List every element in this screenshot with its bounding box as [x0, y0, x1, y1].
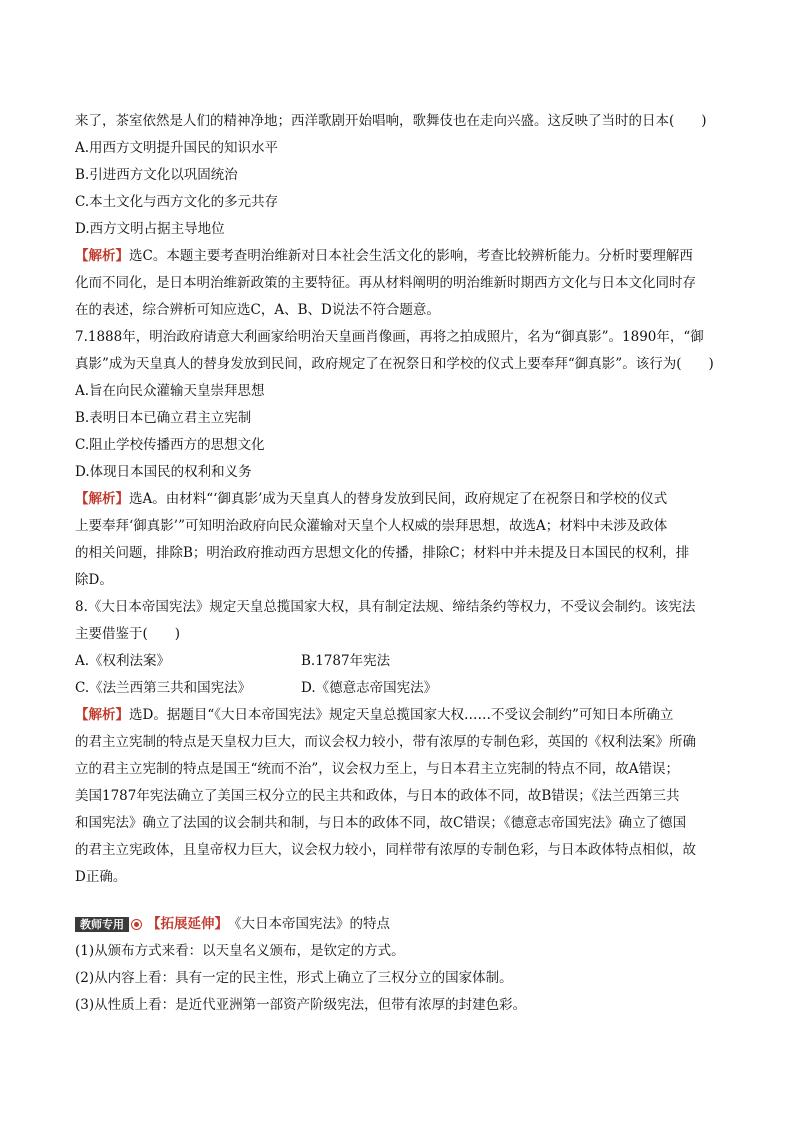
q8-stem: 8.《大日本帝国宪法》规定天皇总揽国家大权，具有制定法规、缔结条约等权力，不受议会制约。该宪法 [75, 599, 696, 615]
analysis-tag: 【解析】 [75, 707, 129, 723]
q8-options-row [75, 675, 725, 702]
q6-option-b: B.引进西方文化以巩固统治 [75, 167, 238, 183]
extension-point: (2)从内容上看：具有一定的民主性，形式上确立了三权分立的国家体制。 [75, 970, 513, 986]
document-page [75, 108, 725, 1019]
q7-analysis-line: 上要奉拜‘御真影’”可知明治政府向民众灌输对天皇个人权威的崇拜思想，故选A；材料中未涉及政体 [75, 518, 668, 534]
extension-point: (3)从性质上看：是近代亚洲第一部资产阶级宪法，但带有浓厚的封建色彩。 [75, 997, 527, 1013]
q6-analysis-line: 在的表述，综合辨析可知应选C，A、B、D说法不符合题意。 [75, 302, 440, 318]
q6-option-c: C.本土文化与西方文化的多元共存 [75, 194, 279, 210]
q7-analysis-line: 【解析】选A。由材料“‘御真影’成为天皇真人的替身发放到民间，政府规定了在祝祭日和学校的仪式 [75, 491, 668, 507]
q8-option-d: D.《德意志帝国宪法》 [301, 680, 438, 696]
extension-point: (1)从颁布方式来看：以天皇名义颁布，是钦定的方式。 [75, 943, 405, 959]
q8-analysis-line: 的君主立宪制的特点是天皇权力巨大，而议会权力较小，带有浓厚的专制色彩，英国的《权利法案》所确 [75, 734, 696, 750]
extension-title: 《大日本帝国宪法》的特点 [228, 916, 390, 932]
q8-option-b: B.1787年宪法 [301, 653, 391, 669]
q8-analysis-line: 【解析】选D。据题目“《大日本帝国宪法》规定天皇总揽国家大权……不受议会制约”可知日本所确立 [75, 707, 674, 723]
q7-option-c: C.阻止学校传播西方的思想文化 [75, 437, 265, 453]
q8-stem: 主要借鉴于( ) [75, 626, 181, 642]
q8-analysis-line: 立的君主立宪制的特点是国王“统而不治”，议会权力至上，与日本君主立宪制的特点不同，故A错误； [75, 761, 680, 777]
q8-option-a: A.《权利法案》 [75, 653, 171, 669]
q7-stem: 真影”成为天皇真人的替身发放到民间，政府规定了在祝祭日和学校的仪式上要奉拜“御真影”。该行为( ) [75, 356, 714, 372]
q6-analysis-line: 化而不同化，是日本明治维新政策的主要特征。再从材料阐明的明治维新时期西方文化与日本文化同时存 [75, 275, 696, 291]
analysis-tag: 【解析】 [75, 491, 129, 507]
teacher-section-header [75, 911, 725, 938]
q7-option-a: A.旨在向民众灌输天皇崇拜思想 [75, 383, 265, 399]
q7-option-b: B.表明日本已确立君主立宪制 [75, 410, 252, 426]
q7-analysis-line: 除D。 [75, 572, 113, 588]
q7-analysis-line: 的相关问题，排除B；明治政府推动西方思想文化的传播，排除C；材料中并未提及日本国民的权利，排 [75, 545, 690, 561]
teacher-badge: 教师专用 [75, 917, 129, 932]
q7-option-d: D.体现日本国民的权利和义务 [75, 464, 252, 480]
q7-stem: 7.1888年，明治政府请意大利画家给明治天皇画肖像画，再将之拍成照片，名为“御真影”。1890年，“御 [75, 329, 704, 345]
q6-option-d: D.西方文明占据主导地位 [75, 221, 225, 237]
q6-option-a: A.用西方文明提升国民的知识水平 [75, 140, 279, 156]
q8-analysis-line: 美国1787年宪法确立了美国三权分立的民主共和政体，与日本的政体不同，故B错误；《法兰西第三共 [75, 788, 680, 804]
q8-analysis-line: 和国宪法》确立了法国的议会制共和制，与日本的政体不同，故C错误；《德意志帝国宪法》确立了德国 [75, 815, 687, 831]
badge-dot-icon [131, 919, 142, 930]
q8-analysis-line: 的君主立宪政体，且皇帝权力巨大，议会权力较小，同样带有浓厚的专制色彩，与日本政体特点相似，故 [75, 842, 696, 858]
extension-tag: 【拓展延伸】 [147, 916, 228, 932]
q8-option-c: C.《法兰西第三共和国宪法》 [75, 680, 252, 696]
q8-analysis-line: D正确。 [75, 869, 127, 885]
q8-options-row [75, 648, 725, 675]
analysis-tag: 【解析】 [75, 248, 129, 264]
q6-analysis-line: 【解析】选C。本题主要考查明治维新对日本社会生活文化的影响，考查比较辨析能力。分析时要理解西 [75, 248, 693, 264]
q6-stem: 来了，茶室依然是人们的精神净地；西洋歌剧开始唱响，歌舞伎也在走向兴盛。这反映了当时的日本( ) [75, 113, 707, 129]
